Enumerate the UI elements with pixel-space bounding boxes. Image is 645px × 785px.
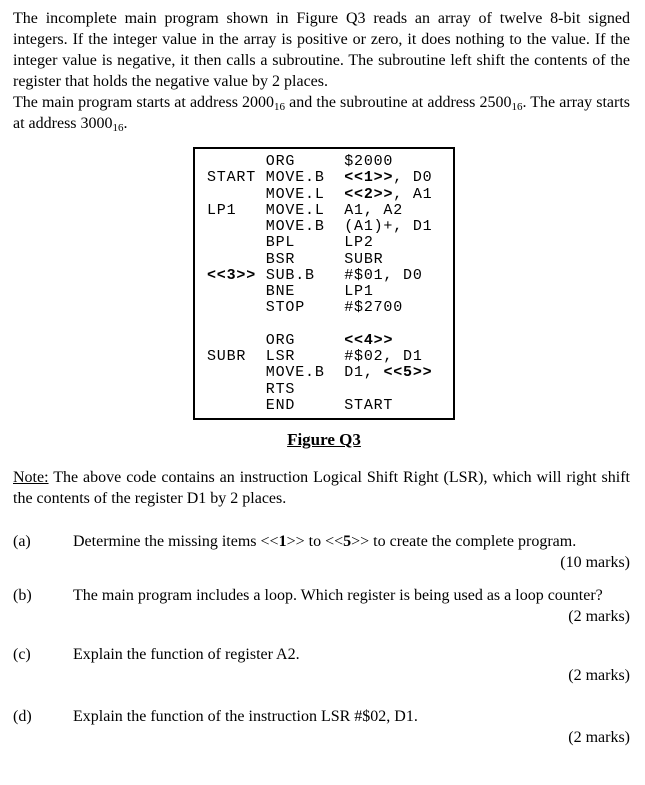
code-line: SUBR LSR #$02, D1: [207, 348, 423, 365]
figure-q3: [193, 147, 455, 450]
figure-q3-code-box: [193, 147, 455, 420]
code-line: ORG <<4>>: [207, 331, 394, 349]
code-line: <<3>> SUB.B #$01, D0: [207, 266, 423, 284]
code-line: MOVE.L <<2>>, A1: [207, 185, 433, 203]
intro-paragraph-2: The main program starts at address $2000_{16}$ and the subroutine at address $2500_{16}$. The array starts at address $3000_{16}$.: [13, 94, 631, 134]
code-line: [207, 317, 449, 333]
code-line: BNE LP1: [207, 283, 374, 300]
code-line: ORG $2000: [207, 153, 394, 170]
question-b-text: The main program includes a loop. Which register is being used as a loop counter?: [73, 587, 603, 604]
question-c-label: (c): [13, 646, 31, 663]
code-line: STOP #$2700: [207, 299, 404, 317]
code-line: RTS: [207, 380, 296, 398]
code-line: BSR SUBR: [207, 250, 384, 268]
question-c-marks: (2 marks): [568, 667, 630, 684]
question-a-label: (a): [13, 533, 31, 550]
question-c-text: Explain the function of register A2.: [73, 646, 300, 663]
note-paragraph: Note: The above code contains an instruction Logical Shift Right (LSR), which will right shift the contents of the register D1 by 2 places.: [13, 469, 630, 507]
question-d-text: Explain the function of the instruction LSR #$02, D1.: [73, 708, 418, 725]
code-line: MOVE.B (A1)+, D1: [207, 218, 433, 235]
code-line: MOVE.B D1, <<5>>: [207, 364, 433, 382]
code-listing: [207, 154, 449, 414]
question-b: [13, 585, 630, 627]
question-c: [13, 644, 630, 686]
question-b-label: (b): [13, 587, 32, 604]
intro-paragraph-1: The incomplete main program shown in Figure Q3 reads an array of twelve 8-bit signed integers. If the integer value in the array is positive or zero, it does nothing to the value. If the integer value is negative, it then calls a subroutine. The subroutine left shift the contents of the register that holds the negative value by 2 places.: [13, 10, 630, 90]
question-a-marks: (10 marks): [560, 554, 630, 571]
code-line: START MOVE.B <<1>>, D0: [207, 169, 433, 187]
question-a-text: Determine the missing items <<1>> to <<5>> to create the complete program.: [73, 533, 577, 550]
question-d-label: (d): [13, 708, 32, 725]
question-d: [13, 706, 630, 748]
code-line: LP1 MOVE.L A1, A2: [207, 201, 404, 219]
figure-caption: Figure Q3: [287, 430, 361, 449]
question-d-marks: (2 marks): [568, 729, 630, 746]
question-b-marks: (2 marks): [568, 608, 630, 625]
question-a: [13, 531, 630, 573]
code-line: END START: [207, 396, 394, 414]
code-line: BPL LP2: [207, 234, 374, 252]
